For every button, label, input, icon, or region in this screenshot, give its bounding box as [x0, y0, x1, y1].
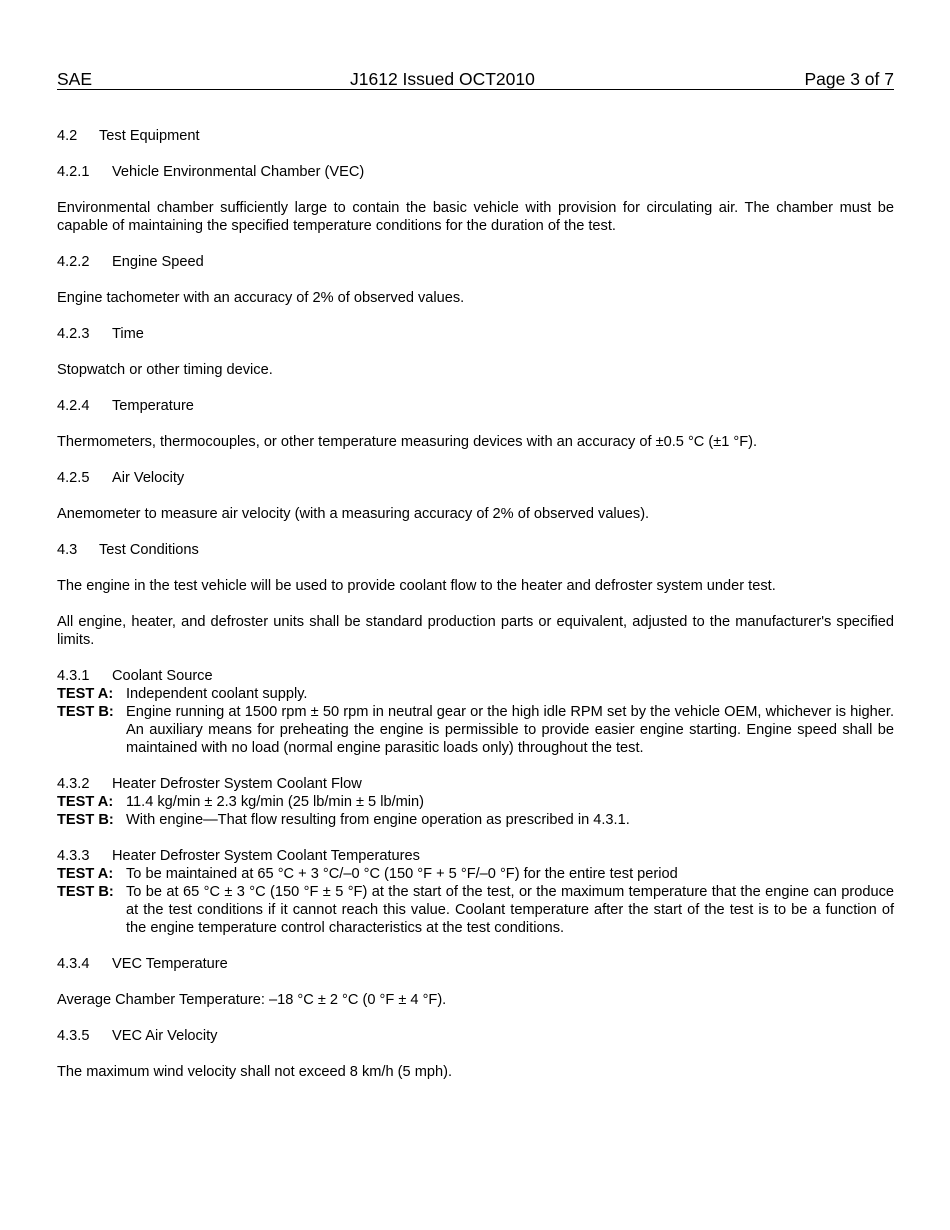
- section-number: 4.2.4: [57, 398, 90, 414]
- page-header: [57, 69, 894, 90]
- section-heading: [57, 469, 894, 487]
- paragraph: All engine, heater, and defroster units shall be standard production parts or equivalent, adjusted to the manufacturer's specified limits.: [57, 614, 894, 648]
- section-title: Test Conditions: [99, 542, 199, 558]
- section-heading: [57, 847, 894, 865]
- paragraph: Environmental chamber sufficiently large to contain the basic vehicle with provision for circulating air. The chamber must be capable of maintaining the specified temperature conditions for the duration of the test.: [57, 200, 894, 234]
- section-number: 4.2: [57, 128, 78, 144]
- test-label: TEST A:: [57, 866, 114, 882]
- test-item: [57, 793, 894, 811]
- section-number: 4.3.4: [57, 956, 90, 972]
- test-item: [57, 883, 894, 937]
- section-heading: [57, 253, 894, 271]
- test-label: TEST A:: [57, 794, 114, 810]
- section-number: 4.3: [57, 542, 78, 558]
- section-heading: [57, 397, 894, 415]
- paragraph: Thermometers, thermocouples, or other temperature measuring devices with an accuracy of ±0.5 °C (±1 °F).: [57, 434, 758, 450]
- test-text: Independent coolant supply.: [126, 686, 308, 702]
- section-number: 4.3.1: [57, 668, 90, 684]
- section-title: Vehicle Environmental Chamber (VEC): [112, 164, 365, 180]
- section-number: 4.3.5: [57, 1028, 90, 1044]
- test-list: [57, 865, 894, 937]
- section-title: Heater Defroster System Coolant Flow: [112, 776, 362, 792]
- test-list: [57, 793, 894, 829]
- test-label: TEST B:: [57, 704, 114, 720]
- document-page: [57, 69, 894, 1081]
- test-text: With engine—That flow resulting from engine operation as prescribed in 4.3.1.: [126, 812, 630, 828]
- section-number: 4.2.3: [57, 326, 90, 342]
- section-heading: [57, 775, 894, 793]
- test-list: [57, 685, 894, 757]
- test-item: [57, 685, 894, 703]
- section-number: 4.3.3: [57, 848, 90, 864]
- document-body: [57, 90, 894, 1081]
- paragraph: The engine in the test vehicle will be used to provide coolant flow to the heater and defroster system under test.: [57, 578, 776, 594]
- section-heading: [57, 163, 894, 181]
- section-heading: [57, 325, 894, 343]
- test-text: To be maintained at 65 °C + 3 °C/–0 °C (150 °F + 5 °F/–0 °F) for the entire test period: [126, 866, 678, 882]
- test-item: [57, 865, 894, 883]
- test-label: TEST B:: [57, 812, 114, 828]
- paragraph: Stopwatch or other timing device.: [57, 362, 273, 378]
- section-title: Time: [112, 326, 144, 342]
- header-org: SAE: [57, 69, 93, 89]
- section-heading: [57, 1027, 894, 1045]
- header-page-number: Page 3 of 7: [804, 69, 894, 89]
- test-label: TEST A:: [57, 686, 114, 702]
- paragraph: The maximum wind velocity shall not exceed 8 km/h (5 mph).: [57, 1064, 452, 1080]
- paragraph: Anemometer to measure air velocity (with a measuring accuracy of 2% of observed values).: [57, 506, 650, 522]
- test-item: [57, 703, 894, 757]
- section-title: Air Velocity: [112, 470, 185, 486]
- section-title: Test Equipment: [99, 128, 200, 144]
- section-title: VEC Temperature: [112, 956, 228, 972]
- section-heading: [57, 667, 894, 685]
- section-title: Engine Speed: [112, 254, 204, 270]
- test-text: 11.4 kg/min ± 2.3 kg/min (25 lb/min ± 5 lb/min): [126, 794, 425, 810]
- paragraph: Engine tachometer with an accuracy of 2% of observed values.: [57, 290, 465, 306]
- section-title: Temperature: [112, 398, 194, 414]
- test-text: Engine running at 1500 rpm ± 50 rpm in neutral gear or the high idle RPM set by the vehicle OEM, whichever is higher. An auxiliary means for preheating the engine is permissible to provide easier engine starting. Engine speed shall be maintained with no load (normal engine parasitic loads only) throughout the test.: [126, 704, 894, 756]
- header-doc-id: J1612 Issued OCT2010: [350, 69, 535, 89]
- section-number: 4.2.5: [57, 470, 90, 486]
- section-number: 4.2.2: [57, 254, 90, 270]
- section-heading: [57, 955, 894, 973]
- section-heading: [57, 127, 894, 145]
- test-text: To be at 65 °C ± 3 °C (150 °F ± 5 °F) at the start of the test, or the maximum temperature that the engine can produce at the test conditions if it cannot reach this value. Coolant temperature after the start of the test is to be a function of the engine temperature control characteristics at the test conditions.: [126, 884, 894, 936]
- section-title: VEC Air Velocity: [112, 1028, 218, 1044]
- test-item: [57, 811, 894, 829]
- section-number: 4.2.1: [57, 164, 90, 180]
- section-heading: [57, 541, 894, 559]
- section-title: Coolant Source: [112, 668, 213, 684]
- section-number: 4.3.2: [57, 776, 90, 792]
- test-label: TEST B:: [57, 884, 114, 900]
- section-title: Heater Defroster System Coolant Temperatures: [112, 848, 420, 864]
- paragraph: Average Chamber Temperature: –18 °C ± 2 °C (0 °F ± 4 °F).: [57, 992, 447, 1008]
